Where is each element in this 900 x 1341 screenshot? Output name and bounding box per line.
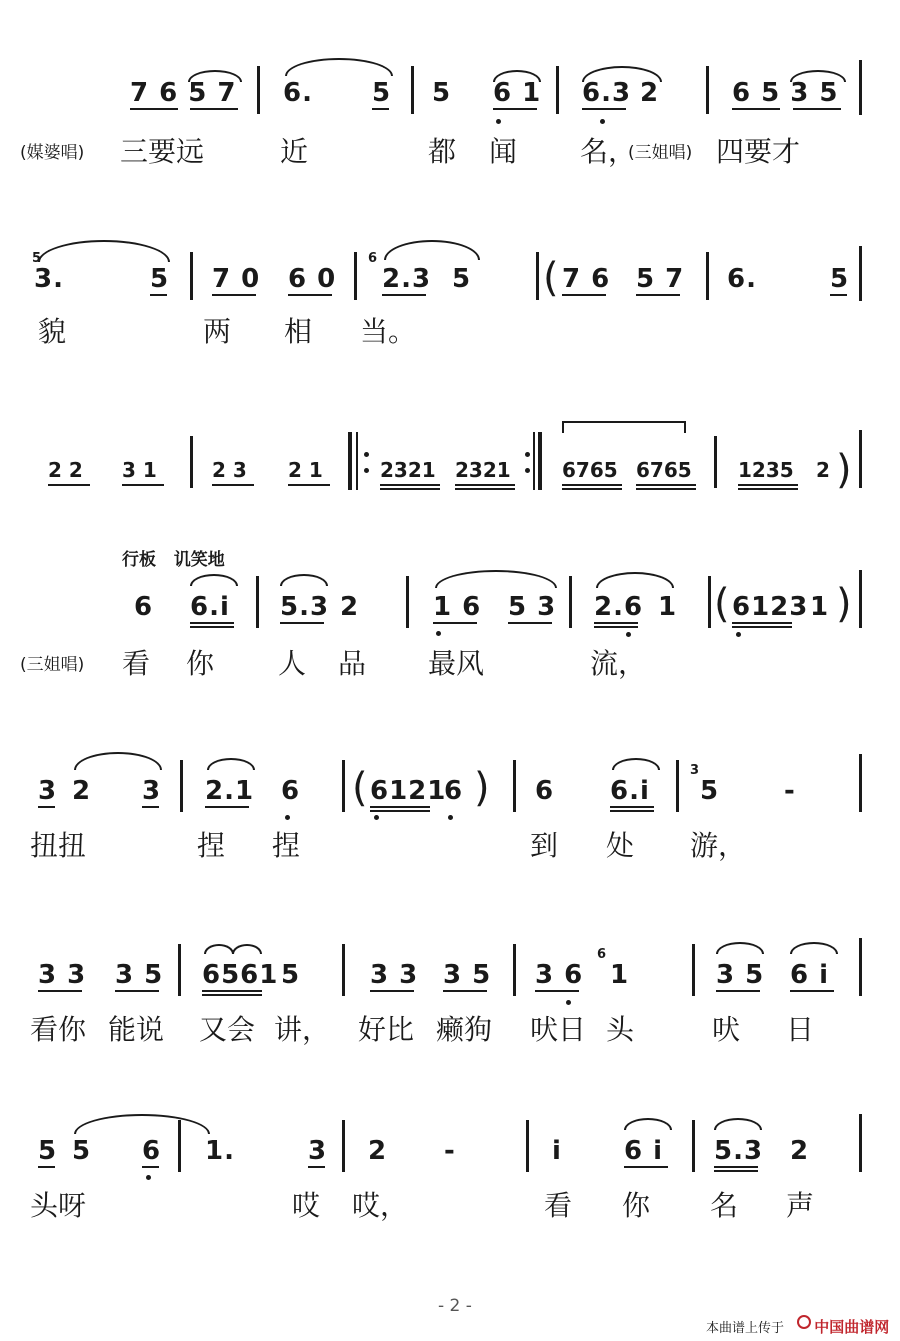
- note-group: 5: [830, 264, 850, 294]
- lyric-text: 头呀: [30, 1189, 87, 1222]
- note-group: 1235: [738, 458, 794, 482]
- note-group: 2: [816, 458, 830, 482]
- note-group: 2.1: [205, 776, 255, 806]
- note-group: 2: [368, 1136, 388, 1166]
- note-group: 6 5 3 5: [732, 78, 839, 108]
- note-group: 2 3: [212, 458, 247, 482]
- lyric-text: 最风: [428, 647, 485, 680]
- note-group: 6 i: [790, 960, 830, 990]
- lyric-text: 四要才: [716, 135, 801, 168]
- lyric-text: 名: [710, 1189, 739, 1222]
- lyric-text: 相: [284, 315, 313, 348]
- lyric-text: 捏: [272, 829, 301, 862]
- lyric-text: 头: [606, 1013, 635, 1046]
- lyric-text: 癞狗: [436, 1013, 493, 1046]
- note-group: 5 3: [508, 592, 557, 622]
- note-group: 7 0: [212, 264, 261, 294]
- lyric-text: 日: [786, 1013, 815, 1046]
- singer-label: (三姐唱): [20, 655, 85, 675]
- note-group: 1.: [205, 1136, 235, 1166]
- note-group: 6123: [732, 592, 809, 622]
- lyric-text: 名，: [580, 135, 637, 168]
- lyric-text: 三要远: [120, 135, 205, 168]
- note-group: 2321: [455, 458, 511, 482]
- page-number: - 2 -: [438, 1296, 472, 1316]
- note-group: 6765: [562, 458, 618, 482]
- lyric-text: 吠日: [530, 1013, 587, 1046]
- lyric-text: 讲，: [274, 1013, 331, 1046]
- note-group: 3 5: [716, 960, 765, 990]
- note-group: 5.3: [714, 1136, 764, 1166]
- note-group: 6 0: [288, 264, 337, 294]
- note-group: 2: [790, 1136, 810, 1166]
- lyric-text: 声: [786, 1189, 815, 1222]
- note-group: 5: [281, 960, 301, 990]
- note-group: 5: [432, 78, 452, 108]
- note-group: 6.: [283, 78, 313, 108]
- lyric-text: 到: [530, 829, 559, 862]
- note-group: 6.i: [190, 592, 230, 622]
- lyric-text: 人: [278, 647, 307, 680]
- grace-note: 5: [32, 251, 42, 266]
- note-group: 3 1: [122, 458, 157, 482]
- lyric-text: 捏: [197, 829, 226, 862]
- lyric-text: 看: [544, 1189, 573, 1222]
- note-group: 6: [535, 776, 555, 806]
- lyric-text: 哎: [292, 1189, 321, 1222]
- note-group: 2: [340, 592, 360, 622]
- note-group: 6.3: [582, 78, 632, 108]
- lyric-text: 扭扭: [30, 829, 87, 862]
- lyric-text: 又会: [199, 1013, 256, 1046]
- grace-note: 6: [597, 947, 607, 962]
- lyric-text: 貌: [38, 315, 67, 348]
- note-group: 6: [142, 1136, 162, 1166]
- lyric-text: 吠: [712, 1013, 741, 1046]
- footer-site-name[interactable]: 中国曲谱网: [814, 1318, 890, 1336]
- lyric-text: 当。: [360, 315, 417, 348]
- lyric-text: 游，: [690, 829, 747, 862]
- lyric-text: 看: [122, 647, 151, 680]
- lyric-text: 两: [203, 315, 232, 348]
- note-group: 5: [452, 264, 472, 294]
- note-group: 5 7: [636, 264, 685, 294]
- singer-label: (媒婆唱): [20, 143, 85, 163]
- note-group: 1: [610, 960, 630, 990]
- note-group: 3: [142, 776, 162, 806]
- note-group: 5: [372, 78, 392, 108]
- lyric-text: 好比: [358, 1013, 415, 1046]
- note-group: 6: [281, 776, 301, 806]
- lyric-text: 近: [280, 135, 309, 168]
- note-group: 7 6: [562, 264, 611, 294]
- grace-note: 6: [368, 251, 378, 266]
- lyric-text: 都: [428, 135, 457, 168]
- note-group: 5: [150, 264, 170, 294]
- note-group: 7 6 5 7: [130, 78, 237, 108]
- note-group: 2: [640, 78, 660, 108]
- note-group: 5.3: [280, 592, 330, 622]
- note-group: 6.i: [610, 776, 650, 806]
- note-group: 3: [308, 1136, 328, 1166]
- note-group: i: [552, 1136, 562, 1166]
- note-group: 6765: [636, 458, 692, 482]
- note-group: 3 5: [115, 960, 164, 990]
- lyric-text: 闻: [489, 135, 518, 168]
- note-group: 6121: [370, 776, 447, 806]
- note-group: 2 1: [288, 458, 323, 482]
- note-group: 1: [810, 592, 830, 622]
- note-group: 5: [72, 1136, 92, 1166]
- note-group: 1 6: [433, 592, 482, 622]
- lyric-text: 流，: [590, 647, 647, 680]
- note-group: 3 3: [38, 960, 87, 990]
- lyric-text: 品: [338, 647, 367, 680]
- note-group: 2321: [380, 458, 436, 482]
- footer-credit: [706, 1316, 889, 1337]
- tempo-marking: 行板 讥笑地: [122, 550, 225, 570]
- lyric-text: 处: [606, 829, 635, 862]
- note-group: 5: [700, 776, 720, 806]
- note-group: 2 2: [48, 458, 83, 482]
- note-group: 3: [38, 776, 58, 806]
- lyric-text: 你: [622, 1189, 651, 1222]
- note-group: 3 5: [443, 960, 492, 990]
- note-group: 6561: [202, 960, 279, 990]
- note-group: 2.3: [382, 264, 432, 294]
- note-group: -: [444, 1136, 456, 1166]
- note-group: 6 i: [624, 1136, 664, 1166]
- note-group: 6.: [727, 264, 757, 294]
- note-group: 2.6: [594, 592, 644, 622]
- note-group: 3 6: [535, 960, 584, 990]
- note-group: -: [784, 776, 796, 806]
- singer-label: (三姐唱): [628, 143, 693, 163]
- note-group: 2: [72, 776, 92, 806]
- lyric-text: 你: [186, 647, 215, 680]
- note-group: 6: [444, 776, 464, 806]
- lyric-text: 能说: [108, 1013, 165, 1046]
- footer-prefix: 本曲谱上传于: [706, 1321, 785, 1336]
- note-group: 3 3: [370, 960, 419, 990]
- lyric-text: 看你: [30, 1013, 87, 1046]
- note-group: 5: [38, 1136, 58, 1166]
- note-group: 6 1: [493, 78, 542, 108]
- note-group: 3.: [34, 264, 64, 294]
- note-group: 6: [134, 592, 154, 622]
- lyric-text: 哎，: [352, 1189, 409, 1222]
- grace-note: 3: [690, 763, 700, 778]
- note-group: 1: [658, 592, 678, 622]
